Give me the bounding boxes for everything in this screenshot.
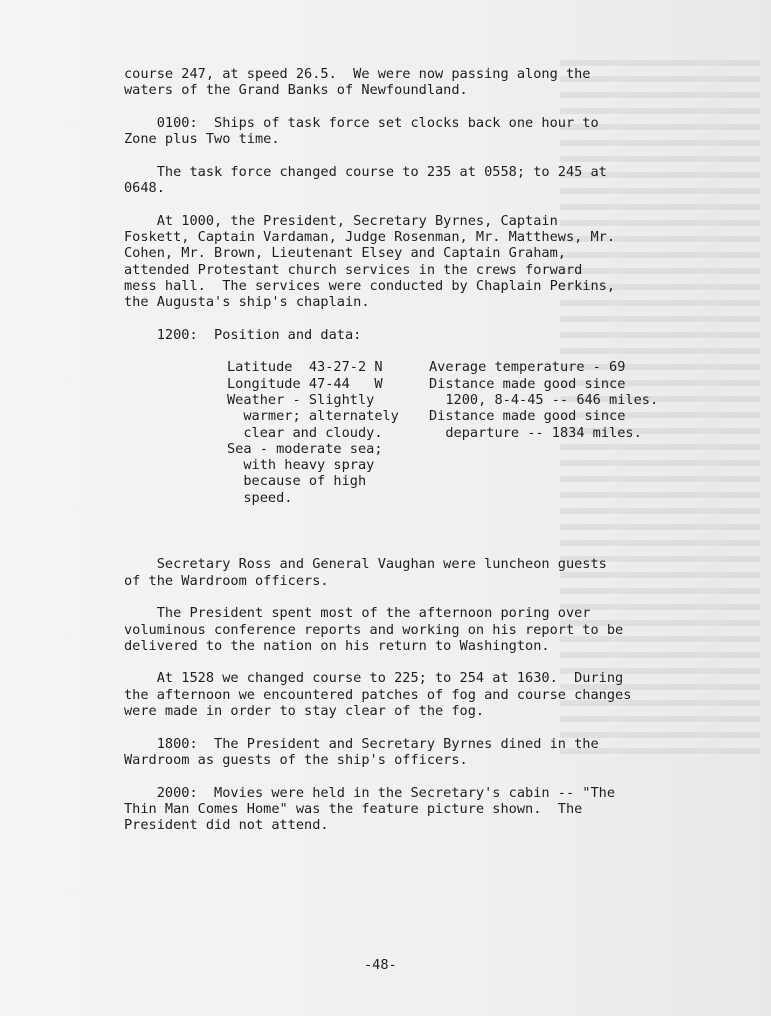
page-number: -48- — [364, 957, 397, 973]
paragraph-afternoon-reports: The President spent most of the afternoon poring over voluminous conference reports and working on his report to be delivered to the nation on his return to Washington. — [124, 605, 624, 654]
position-data-right-column: Average temperature - 69 Distance made good since 1200, 8-4-45 -- 646 miles. Distance made good since departure -- 1834 miles. — [429, 359, 659, 441]
paragraph-course-change: The task force changed course to 235 at 0558; to 245 at 0648. — [124, 163, 607, 197]
paragraph-1000-services: At 1000, the President, Secretary Byrnes, Captain Foskett, Captain Vardaman, Judge Rosenman, Mr. Matthews, Mr. Cohen, Mr. Brown, Lieutenant Elsey and Captain Graham, attended Protestant church services in the crews forward mess hall. The services were conducted by Chaplain Perkins, the Augusta's ship's chaplain. — [124, 212, 616, 311]
paragraph-2000-movies: 2000: Movies were held in the Secretary's cabin -- "The Thin Man Comes Home" was the feature picture shown. The President did not attend. — [124, 784, 616, 834]
paragraph-1800-dinner: 1800: The President and Secretary Byrnes dined in the Wardroom as guests of the ship's officers. — [124, 735, 599, 768]
document-body — [124, 66, 664, 833]
paragraph-luncheon: Secretary Ross and General Vaughan were luncheon guests of the Wardroom officers. — [124, 556, 607, 589]
paragraph-1528-fog: At 1528 we changed course to 225; to 254 at 1630. During the afternoon we encountered patches of fog and course changes were made in order to stay clear of the fog. — [124, 670, 632, 720]
position-data-block — [124, 359, 664, 556]
paragraph-course-247: course 247, at speed 26.5. We were now passing along the waters of the Grand Banks of Newfoundland. — [124, 66, 591, 99]
paragraph-1200-heading: 1200: Position and data: — [124, 326, 362, 343]
position-data-left-column: Latitude 43-27-2 N Longitude 47-44 W Weather - Slightly warmer; alternately clear and cloudy. Sea - moderate sea; with heavy spray because of high speed. — [227, 359, 399, 506]
paragraph-0100: 0100: Ships of task force set clocks back one hour to Zone plus Two time. — [124, 114, 599, 148]
